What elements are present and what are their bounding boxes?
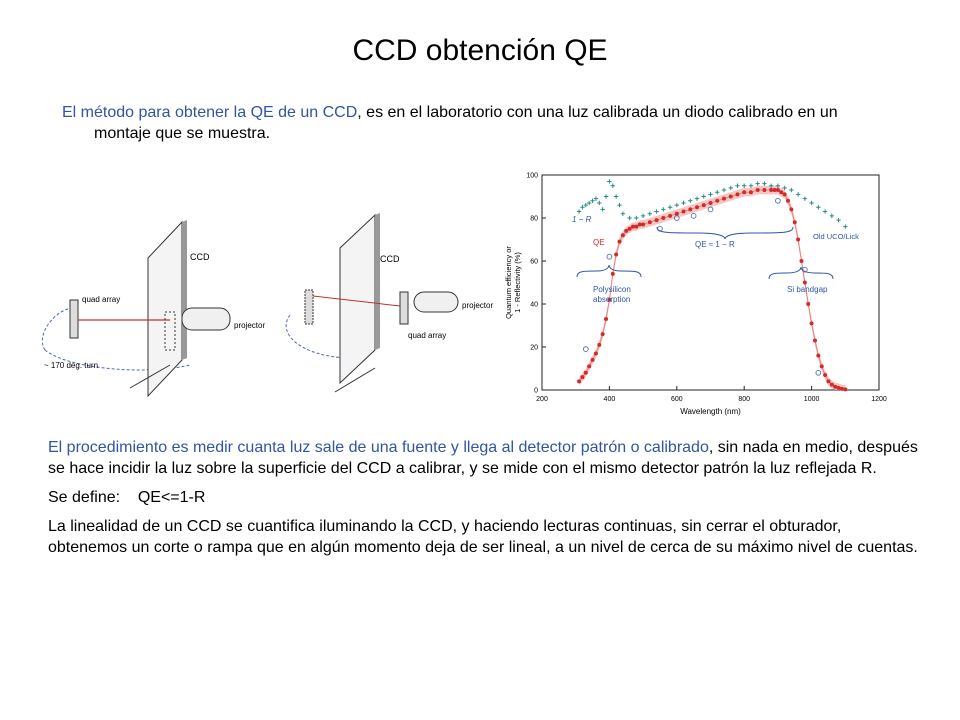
- ccd-panel-right: [340, 215, 375, 383]
- qe-point: [675, 212, 679, 216]
- qe-point: [762, 188, 766, 192]
- projector-right: [414, 292, 458, 312]
- qe-point: [611, 272, 615, 276]
- qe-point: [655, 218, 659, 222]
- procedure-highlight: El procedimiento es medir cuanta luz sale de una fuente y llega al detector patrón o calibrado: [48, 439, 709, 456]
- qe-point: [742, 190, 746, 194]
- definition-paragraph: [48, 487, 918, 508]
- quad-array-left: [70, 300, 78, 338]
- qe-point: [715, 199, 719, 203]
- y-tick-label: 60: [530, 258, 538, 266]
- qe-point: [614, 253, 618, 257]
- qe-point: [826, 379, 830, 383]
- quad-label-left: quad array: [82, 295, 121, 304]
- annotation-old-uco: Old UCO/Lick: [813, 232, 859, 241]
- qe-point: [840, 387, 844, 391]
- y-tick-label: 100: [526, 172, 538, 180]
- projector-left: [182, 308, 230, 330]
- body-text: [48, 437, 918, 566]
- qe-point: [618, 240, 622, 244]
- x-tick-label: 800: [738, 396, 751, 403]
- intro-highlight: El método para obtener la QE de un CCD: [62, 104, 358, 121]
- qe-point: [668, 214, 672, 218]
- qe-point: [776, 188, 780, 192]
- qe-point: [799, 259, 803, 263]
- quad-array-dashed-right: [305, 290, 313, 324]
- annotation-polysilicon-2: absorption: [593, 295, 631, 304]
- projector-label-right: projector: [462, 301, 494, 310]
- quad-label-right: quad array: [408, 331, 447, 340]
- qe-point: [823, 373, 827, 377]
- x-tick-label: 200: [536, 396, 548, 403]
- procedure-paragraph: [48, 437, 918, 479]
- qe-point: [641, 222, 645, 226]
- y-tick-label: 20: [530, 344, 538, 352]
- qe-point: [735, 192, 739, 196]
- qe-point: [789, 207, 793, 211]
- definition-label: Se define:: [48, 489, 121, 506]
- qe-point: [779, 190, 783, 194]
- qe-point: [793, 220, 797, 224]
- qe-point: [796, 238, 800, 242]
- ccd-label-right: CCD: [380, 254, 400, 264]
- qe-point: [587, 364, 591, 368]
- annotation-qe-approx: QE ≈ 1 − R: [695, 240, 735, 249]
- qe-point: [624, 229, 628, 233]
- procedure-rest: , sin nada en medio, después se hace incidir la luz sobre la superficie del CCD a calibrar, y se mide con el mismo detector patrón la luz reflejada R.: [48, 439, 918, 477]
- qe-point: [806, 302, 810, 306]
- x-tick-label: 1200: [871, 396, 887, 403]
- ccd-label-left: CCD: [190, 252, 210, 262]
- annotation-polysilicon-1: Polysilicon: [593, 285, 631, 294]
- qe-point: [843, 387, 847, 391]
- slide-title: CCD obtención QE: [352, 34, 608, 67]
- qe-point: [783, 192, 787, 196]
- y-tick-label: 80: [530, 215, 538, 223]
- x-tick-label: 400: [603, 396, 616, 403]
- qe-point: [661, 216, 665, 220]
- qe-point: [810, 321, 814, 325]
- qe-point: [820, 364, 824, 368]
- qe-point: [634, 225, 638, 229]
- qe-chart: [497, 165, 897, 420]
- qe-point: [756, 188, 760, 192]
- qe-point: [682, 210, 686, 214]
- qe-point: [729, 195, 733, 199]
- x-tick-label: 1000: [803, 396, 820, 403]
- qe-point: [591, 358, 595, 362]
- linearity-paragraph: La linealidad de un CCD se cuantifica iluminando la CCD, y haciendo lecturas continuas, sin cerrar el obturador, obtenemos un corte o rampa que en algún momento deja de ser lineal, a un nivel de cerca de su máximo nivel de cuentas.: [48, 518, 918, 556]
- annotation-si-bandgap: Si bandgap: [787, 285, 828, 294]
- annotation-qe: QE: [593, 238, 605, 247]
- qe-point: [722, 197, 726, 201]
- qe-point: [594, 351, 598, 355]
- right-setup: [286, 213, 493, 392]
- qe-point: [601, 332, 605, 336]
- y-tick-label: 0: [534, 387, 538, 395]
- y-axis-label-line2: 1 - Reflectivity (%): [513, 252, 522, 313]
- qe-point: [803, 281, 807, 285]
- qe-point: [648, 220, 652, 224]
- qe-point: [604, 317, 608, 321]
- qe-point: [786, 199, 790, 203]
- ccd-panel-left: [148, 222, 182, 396]
- left-setup: [42, 220, 265, 396]
- ccd-panel-edge-left: [182, 220, 187, 360]
- quad-array-right: [400, 292, 408, 324]
- qe-point: [584, 371, 588, 375]
- qe-point: [621, 233, 625, 237]
- intro-paragraph: [62, 102, 894, 144]
- x-tick-label: 600: [670, 396, 683, 403]
- qe-point: [688, 207, 692, 211]
- qe-point: [577, 379, 581, 383]
- qe-point: [695, 205, 699, 209]
- y-tick-label: 40: [530, 301, 538, 309]
- rotation-path-left-2: [42, 308, 72, 350]
- definition-formula: QE<=1-R: [137, 489, 206, 506]
- qe-point: [749, 190, 753, 194]
- annotation-one-minus-r: 1 − R: [572, 215, 592, 224]
- qe-point: [702, 203, 706, 207]
- ccd-panel-edge-right: [375, 213, 380, 350]
- projector-label-left: projector: [234, 321, 266, 330]
- qe-point: [580, 375, 584, 379]
- qe-point: [709, 201, 713, 205]
- intro-rest: , es en el laboratorio con una luz calibrada un diodo calibrado en un montaje que se muestra.: [94, 104, 838, 142]
- qe-point: [597, 343, 601, 347]
- y-axis-label-line1: Quantum efficiency or: [504, 246, 513, 319]
- qe-point: [816, 354, 820, 358]
- qe-point: [830, 383, 834, 387]
- turn-label: ~ 170 deg. turn: [44, 361, 99, 370]
- setup-diagram: [30, 170, 500, 420]
- qe-point: [813, 339, 817, 343]
- x-axis-label: Wavelength (nm): [680, 407, 741, 416]
- qe-point: [628, 227, 632, 231]
